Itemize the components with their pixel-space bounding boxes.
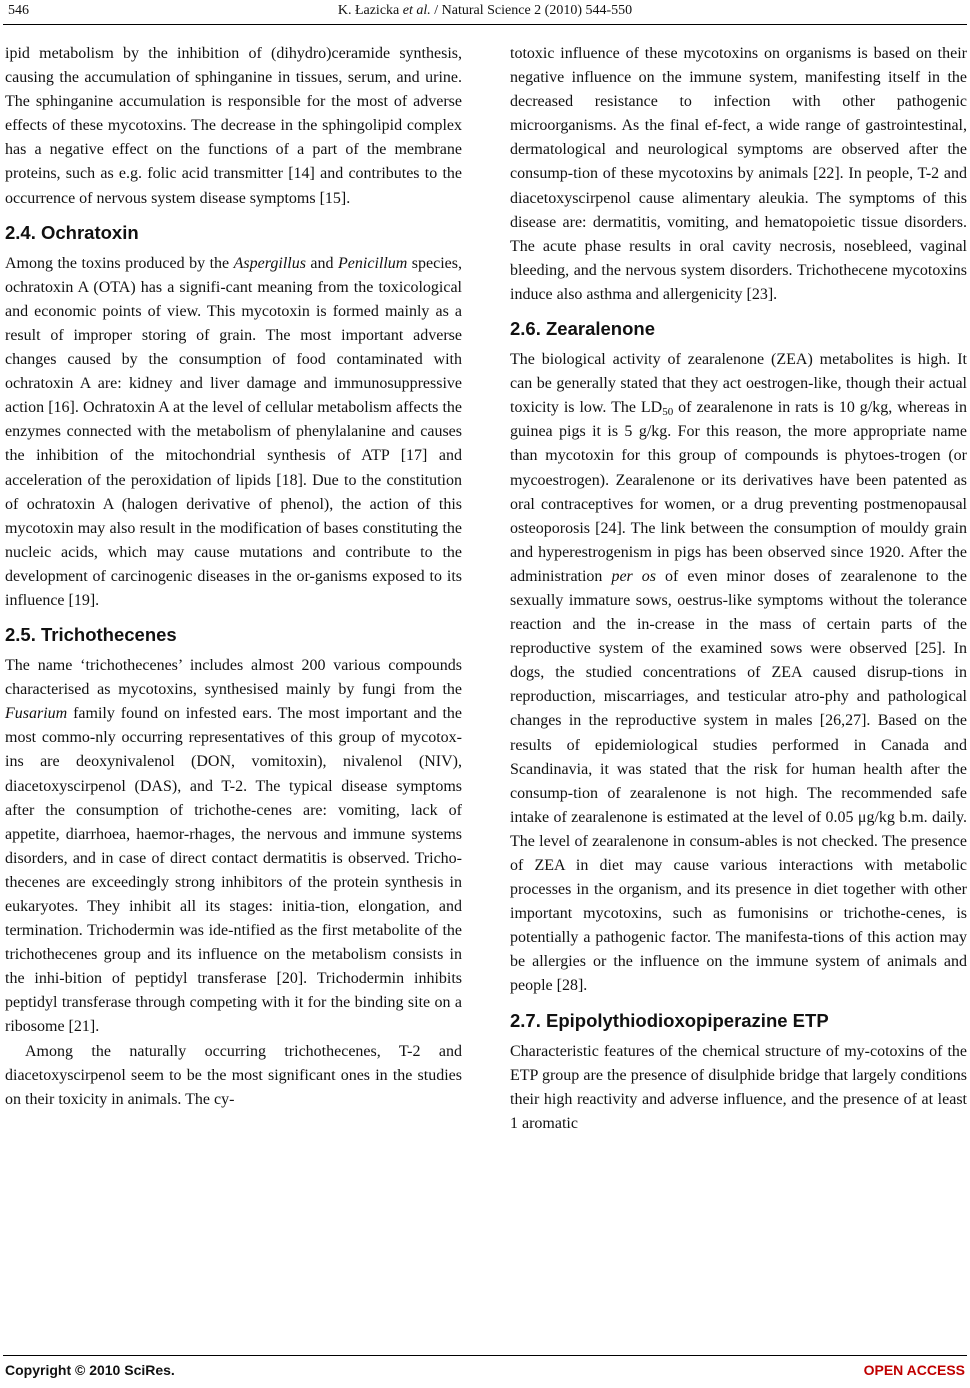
header-rule	[3, 24, 967, 25]
left-column	[5, 42, 462, 1112]
running-header	[0, 3, 970, 19]
text-run: and	[305, 254, 339, 272]
section-heading-trichothecenes: 2.5. Trichothecenes	[5, 624, 177, 646]
text-run: species, ochratoxin A (OTA) has a signifi-cant meaning from the toxicological and economic points of view. This mycotoxin is formed mainly as a result of improper storing of grain. The most important adverse changes caused by the consumption of food contaminated with ochratoxin A are: kidney and liver damage and immunosuppressive action [16]. Ochratoxin A at the level of cellular metabolism affects the enzymes connected with the metabolism of phenylalanine and causes the inhibition of the mitochondrial synthesis of ATP [17] and acceleration of the peroxidation of lipids [18]. Due to the constitution of ochratoxin A (halogen derivative of phenol), the action of this mycotoxin may also result in the modification of bases constituting the nucleic acids, which may cause mutations and contribute to the development of carcinogenic diseases in the or-ganisms exposed to its influence [19].	[5, 254, 463, 609]
genus-aspergillus: Aspergillus	[233, 254, 306, 272]
running-head-etal: et al.	[402, 3, 431, 18]
paragraph-trichothecenes	[5, 654, 462, 1040]
text-run: family found on infested ears. The most important and the most commo-nly occurring representatives of this group of mycotox-ins are deoxynivalenol (DON, vomitoxin), nivalenol (NIV), diacetoxyscirpenol (DAS), and T-2. The typical disease symptoms after the consumption of trichothe-cenes are: vomiting, lack of appetite, diarrhoea, haemor-rhages, the nervous and immune systems disorders, and in case of direct contact dermatitis is observed. Tricho-thecenes are exceedingly strong inhibitors of the protein synthesis in eukaryotes. They inhibit all its stages: initia-tion, elongation, and termination. Trichodermin was ide-ntified as the first metabolite of the trichothecenes group and its influence on the metabolism consists in the inhi-bition of peptidyl transferase [20]. Trichodermin inhibits peptidyl transferase through competing with it for the binding site on a ribosome [21].	[5, 705, 462, 1036]
genus-fusarium: Fusarium	[5, 705, 68, 723]
running-head-authors: K. Łazicka	[337, 3, 403, 18]
section-heading-zearalenone: 2.6. Zearalenone	[510, 318, 655, 340]
text-run: Among the toxins produced by the	[5, 254, 234, 272]
text-run: of zearalenone in rats is 10 g/kg, whereas in guinea pigs it is 5 g/kg. For this reason, the more appropriate name than mycotoxin for this group of compounds is phytoes-trogen (or mycoestrogen). Zearalenone or its derivatives have been patented as oral contraceptives for women, or a drug preventing postmenopausal osteoporosis [24]. The link between the consumption of mouldy grain and hyperestrogenism in pigs has been observed since 1920. After the administration	[510, 399, 968, 585]
paragraph-sphinganine: ipid metabolism by the inhibition of (dihydro)ceramide synthesis, causing the accumulation of sphinganine in tissues, serum, and urine. The sphinganine accumulation is responsible for the most of adverse effects of these mycotoxins. The decrease in the sphingolipid complex has a negative effect on the functions of a part of the membrane proteins, such as e.g. folic acid transmitter [14] and contributes to the occurrence of nervous system disease symptoms [15].	[5, 45, 462, 207]
right-column	[510, 42, 967, 1136]
genus-penicillum: Penicillum	[338, 254, 408, 272]
section-heading-etp: 2.7. Epipolythiodioxopiperazine ETP	[510, 1009, 829, 1031]
ld50-subscript: 50	[662, 406, 674, 419]
copyright-notice: Copyright © 2010 SciRes.	[5, 1362, 175, 1378]
paragraph-ochratoxin	[5, 252, 462, 613]
page-number: 546	[8, 3, 29, 18]
text-run: of even minor doses of zearalenone to the sexually immature sows, oestrus-like symptoms without the tolerance reaction and the in-crease in the mass of certain parts of the reproductive system of the examined sows were observed [25]. In dogs, the studied concentrations of ZEA caused disrup-tions in reproduction, miscarriages, and testicular atro-phy and pathological changes in the reproductive system in males [26,27]. Based on the results of epidemiological studies performed in Canada and Scandinavia, it was stated that the risk for human health after the consump-tion of zearalenone is not high. The recommended safe intake of zearalenone is estimated at the level of 0.05 μg/kg b.m. daily. The level of zearalenone in consum-ables is not checked. The presence of ZEA in diet may cause various interactions with metabolic processes in the organism, and its presence in diet together with other important mycotoxins, such as fumonisins or trichothe-cenes, is potentially a pathogenic factor. The manifesta-tions of this action may be allergies or the influence on the immune system of animals and people [28].	[510, 567, 967, 995]
paragraph-etp: Characteristic features of the chemical structure of my-cotoxins of the ETP group are the presence of disulphide bridge that largely conditions their high reactivity and adverse influence, and the presence of at least 1 aromatic	[510, 1042, 967, 1132]
running-head-journal: / Natural Science 2 (2010) 544-550	[430, 3, 633, 18]
text-run: The name ‘trichothecenes’ includes almost 200 various compounds characterised as mycotoxins, synthesised mainly by fungi from the	[5, 657, 462, 699]
paragraph-t2-diacetoxyscirpenol: Among the naturally occurring trichothecenes, T-2 and diacetoxyscirpenol seem to be the most significant ones in the studies on their toxicity in animals. The cy-	[5, 1042, 462, 1108]
per-os-term: per os	[611, 567, 656, 585]
footer-rule	[3, 1355, 967, 1356]
paragraph-cytotoxic-influence: totoxic influence of these mycotoxins on organisms is based on their negative influence on the immune system, manifesting itself in the decreased resistance to infection with other pathogenic microorganisms. As the final ef-fect, a wide range of gastrointestinal, dermatological and neurological symptoms are observed after the consump-tion of these mycotoxins by animals [22]. In people, T-2 and diacetoxyscirpenol cause alimentary aleukia. The symptoms of this disease are: dermatitis, vomiting, and hematopoietic tissue disorders. The acute phase results in oral cavity necrosis, nosebleed, vaginal bleeding, and the nervous system disorders. Trichothecene mycotoxins induce also asthma and allergenicity [23].	[510, 45, 967, 303]
text-run: The biological activity of zearalenone (ZEA) metabolites is high. It can be generally stated that they act oestrogen-like, though their actual toxicity is low. The LD	[510, 351, 967, 417]
open-access-label: OPEN ACCESS	[863, 1362, 965, 1378]
paragraph-zearalenone	[510, 348, 967, 999]
section-heading-ochratoxin: 2.4. Ochratoxin	[5, 221, 139, 243]
